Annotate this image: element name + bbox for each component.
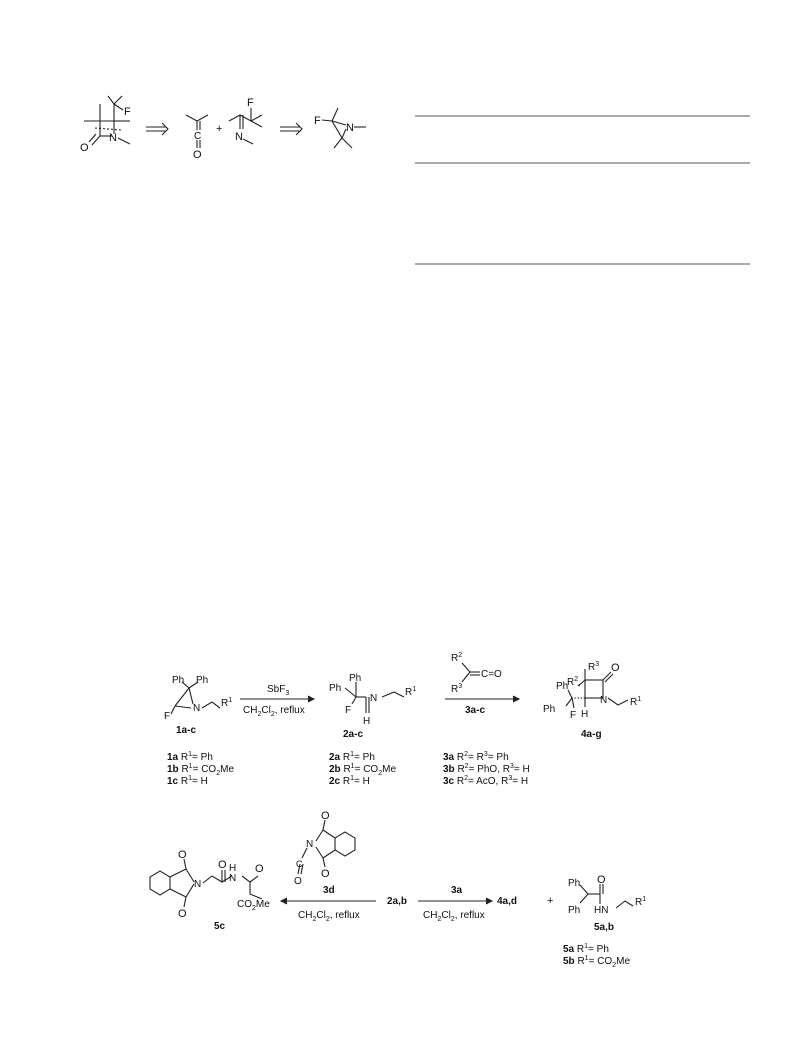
atom-f: F [247, 97, 254, 109]
atom-f: F [164, 711, 171, 722]
atom-ketene-co: C=O [481, 669, 502, 680]
scheme2-arrow-2 [445, 696, 519, 716]
scheme3-arrow-left [281, 898, 376, 923]
scheme3-arrow-right [418, 885, 492, 923]
list-item-3a: 3a $R^2= R^3= Ph$ [443, 751, 509, 763]
atom-r2: $R^2$, [567, 676, 581, 688]
substituent-list-3 [443, 751, 530, 787]
scheme1-beta-lactam [80, 96, 131, 154]
atom-n: N [109, 132, 117, 144]
compound-label-4a-g: 4a-g [581, 729, 602, 740]
scheme2-aziridine-1 [164, 675, 232, 736]
scheme2-ketene-3 [451, 652, 502, 695]
reagent-label-3d: 3d [323, 885, 335, 896]
scheme3-ketene-3d [294, 810, 355, 896]
atom-o: O [80, 142, 89, 154]
list-item-1c: 1c $R^1= H$ [167, 775, 208, 787]
atom-f: F [314, 115, 321, 127]
reagent-label-3a-c: 3a-c [465, 705, 486, 716]
atom-hn: HN [594, 905, 609, 916]
atom-o: O [597, 874, 606, 886]
atom-ph: Ph [568, 905, 581, 916]
atom-ph: Ph [349, 673, 362, 684]
atom-o: O [611, 662, 620, 674]
atom-r1: $R^1$ [221, 697, 233, 709]
atom-ph: Ph [568, 878, 581, 889]
list-item-5a: 5a $R^1= Ph$ [563, 943, 609, 955]
atom-f: F [124, 106, 131, 118]
atom-o: O [193, 149, 202, 161]
substituent-list-1 [167, 751, 234, 787]
compound-label-1a-c: 1a-c [176, 725, 197, 736]
atom-n: N [193, 703, 201, 714]
scheme1-imine [229, 97, 262, 144]
list-item-5b: 5b $R^1= CO_2Me$ [563, 955, 631, 969]
atom-f: F [345, 705, 352, 716]
atom-r2: $R^2$ [451, 652, 463, 664]
reagent-sbf3: SbF$_3$ [267, 684, 290, 697]
list-item-1b: 1b $R^1= CO_2Me$ [167, 763, 235, 777]
atom-co2me: $CO_2Me$ [237, 899, 270, 912]
atom-o: O [178, 908, 187, 920]
atom-o: O [255, 863, 264, 875]
atom-n: N [194, 879, 202, 890]
scheme1-ketene [186, 115, 208, 161]
compound-label-5ab: 5a,b [594, 922, 615, 933]
compound-label-2ab: 2a,b [387, 896, 408, 907]
scheme2-arrow-1 [240, 684, 314, 718]
atom-r3: $R^3$ [588, 661, 600, 673]
atom-o: O [294, 876, 302, 887]
scheme2-beta-lactam-4 [543, 661, 641, 740]
compound-label-2a-c: 2a-c [343, 729, 364, 740]
atom-r1: $R^1$ [405, 686, 417, 698]
list-item-2a: 2a $R^1= Ph$ [329, 751, 375, 763]
atom-ph: Ph [556, 681, 569, 692]
retro-arrow-1 [146, 123, 168, 135]
compound-label-5c: 5c [214, 921, 226, 932]
atom-c: C [194, 131, 202, 142]
list-item-1a: 1a $R^1= Ph$ [167, 751, 213, 763]
substituent-list-5 [563, 943, 630, 969]
compound-label-4ad: 4a,d [497, 896, 518, 907]
atom-ketene-c: C [296, 859, 303, 869]
condition-right: $CH_2Cl_2$, reflux [423, 910, 485, 923]
atom-o: O [321, 810, 330, 822]
plus-sign: + [216, 123, 223, 135]
list-item-2b: 2b $R^1= CO_2Me$ [329, 763, 397, 777]
table-rules [415, 116, 750, 264]
list-item-3c: 3c $R^2=$ AcO, $R^3= H$ [443, 775, 529, 787]
condition-ch2cl2-reflux: $CH_2Cl_2$, reflux [243, 705, 305, 718]
atom-n: N [235, 131, 243, 143]
atom-f: F [570, 710, 577, 721]
atom-n: N [346, 122, 354, 134]
atom-n: N [306, 839, 314, 850]
atom-n: N [370, 693, 378, 704]
list-item-3b: 3b $R^2=$ PhO, $R^3= H$ [443, 763, 530, 775]
plus-sign: + [547, 895, 554, 907]
atom-ph: Ph [543, 704, 556, 715]
retro-arrow-2 [280, 123, 302, 135]
atom-h: H [229, 863, 237, 874]
atom-ph: Ph [329, 683, 342, 694]
atom-o: O [321, 868, 330, 880]
scheme2-imine-2 [329, 673, 416, 740]
condition-left: $CH_2Cl_2$, reflux [298, 910, 360, 923]
atom-r1: $R^1$ [630, 696, 642, 708]
atom-ph: Ph [172, 675, 185, 686]
atom-r3: $R^3$ [451, 683, 463, 695]
scheme1-fluoroaziridine [314, 108, 366, 148]
reagent-label-3a: 3a [451, 885, 463, 896]
substituent-list-2 [329, 751, 396, 787]
atom-n: N [600, 695, 608, 706]
atom-h: H [363, 716, 371, 727]
scheme3-phthalimide-5c [150, 849, 270, 932]
atom-n: N [229, 873, 237, 884]
atom-r1: $R^1$ [635, 896, 647, 908]
atom-o: O [178, 849, 187, 861]
list-item-2c: 2c $R^1= H$ [329, 775, 370, 787]
scheme3-amide-5ab [568, 874, 646, 933]
atom-ph: Ph [196, 675, 209, 686]
atom-o: O [218, 859, 227, 871]
atom-h: H [581, 709, 589, 720]
